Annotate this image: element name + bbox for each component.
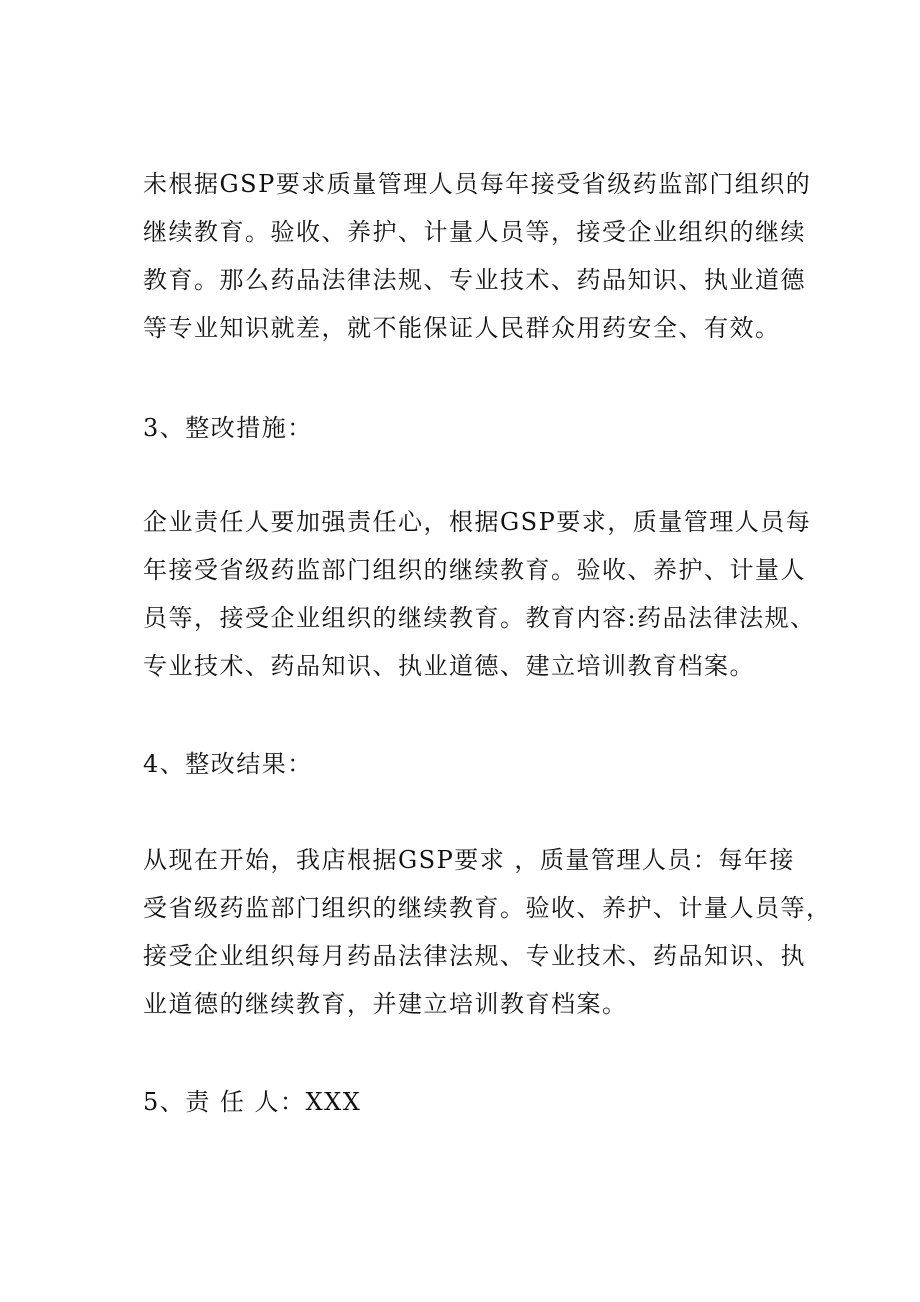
paragraph-line: 受省级药监部门组织的继续教育。验收、养护、计量人员等，: [143, 894, 832, 922]
paragraph-line: 教育。那么药品法律法规、专业技术、药品知识、执业道德: [143, 266, 806, 294]
section-heading-rectification-results: [143, 740, 783, 788]
paragraph-line: 员等，接受企业组织的继续教育。教育内容:药品法律法规、: [143, 604, 816, 632]
paragraph-line: 未根据GSP要求质量管理人员每年接受省级药监部门组织的: [143, 170, 812, 198]
paragraph-line: 继续教育。验收、养护、计量人员等，接受企业组织的继续: [143, 218, 806, 246]
paragraph-line: 接受企业组织每月药品法律法规、专业技术、药品知识、执: [143, 942, 806, 970]
heading-text: 3、整改措施：: [143, 414, 313, 442]
paragraph-rectification-measures: [143, 498, 816, 690]
paragraph-line: 年接受省级药监部门组织的继续教育。验收、养护、计量人: [143, 556, 806, 584]
paragraph-line: 从现在开始，我店根据GSP要求 ，质量管理人员：每年接: [143, 846, 795, 874]
paragraph-line: 企业责任人要加强责任心，根据GSP要求，质量管理人员每: [143, 508, 812, 536]
paragraph-rectification-results: [143, 836, 832, 1028]
paragraph-line: 业道德的继续教育，并建立培训教育档案。: [143, 990, 628, 1018]
paragraph-line: 专业技术、药品知识、执业道德、建立培训教育档案。: [143, 652, 755, 680]
paragraph-line: 等专业知识就差，就不能保证人民群众用药安全、有效。: [143, 314, 781, 342]
section-heading-responsible-person: [143, 1078, 783, 1126]
heading-text: 5、责 任 人：XXX: [143, 1088, 362, 1116]
section-heading-rectification-measures: [143, 404, 783, 452]
paragraph-problem-description: [143, 160, 812, 352]
heading-text: 4、整改结果：: [143, 750, 313, 778]
